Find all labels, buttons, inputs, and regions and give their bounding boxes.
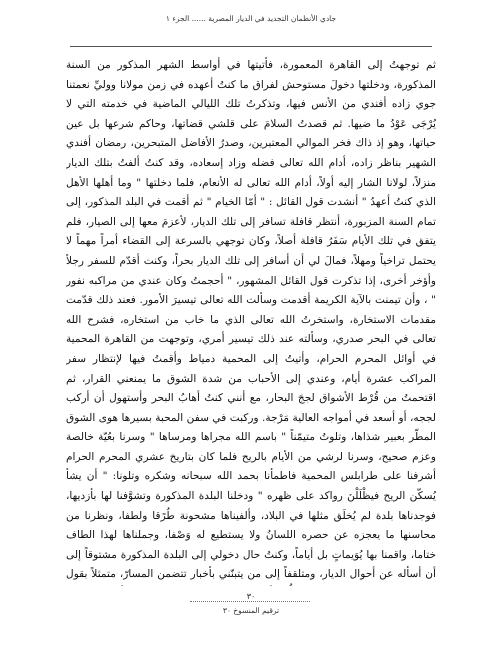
running-header: جادي الأنظمان التجديد في الديار المصرية ...... الجزء ١ (165, 14, 337, 23)
body-paragraph: ثم توجهتُ إلى القاهرة المعمورة، فأتيتها في أواسط الشهر المذكور من السنة المذكورة، ودخلتها دخولَ مستوحش لفراق ما كنتُ أعهده في زمن مولانا ووليِّ نعمتنا جوي زاده أفندي من الأنس فيها، وتذكرتُ تلك الليالي الماضية في خدمته التي لا يُرْجَى عَوْدُ ما ضيها. ثم قصدتُ السلامَ على قلشي قضاتها، وحاكم شرعها بل عين حياتها، وهو إذ ذاك فخر الموالي المعتبرين، وصدرُ الأفاضل المتبحرين، رمضان أفندي الشهير بناظر زاده، أدام الله تعالى فضله وزاد إسعاده، وقد كنتُ ألفتُ بتلك الديار منزلاً، لولانا الشار إليه أولاً، أدام الله تعالى له الأنعام، فلما دخلتها " وما أهلها الأهل الذي كنتُ أعهدُ " أنشدت قول القائل : " أمّا الخيام " ثم أقمت في البلد المذكور، إلى تمام السنة المزبورة، أنتظر قافلة تسافر إلى تلك الديار، لأعزمَ معها إلى الصيار، فلم يتفق في تلك الأيام سَفَرُ قافلة أصلاً، وكان توجهي بالسرعة إلى القضاء أمراً مهماً لا يحتمل تراخياً ومهلاً، فمالَ لي أن أسافر إلى تلك الديار بحراً، وكنت أقدّم للسفر رجلاً وأؤخر أخرى، إذا تذكرت قول القائل المشهور، " أحجمتُ وكان عندي من مراكبه نفور " ، وأن تيمنت بالآية الكريمة أقدمت وسألت الله تعالى تيسيرَ الأمور. فعند ذلك قدّمت مقدمات الاستخارة، واستخرتُ الله تعالى الذي ما خاب من استخاره، فشرح الله تعالى في البحر صدري، وسألته عند ذلك تيسير أمري، وتوجهت من القاهرة المحمية في أوائل المحرم الحرام، وأتيتُ إلى المحمية دمياط وأقمتُ فيها لإنتظار سفر المراكب عشرة أيام، وعندي إلى الأحباب من شدة الشوق ما يمنعني القرار، ثم اقتحمتُ من قُرْط الأشواق لججَ البحار، مع أنني كنتُ أهابُ البحر وأستهول أن أركب لججه، أو أسعد في أمواجه العالية مَرْجة. وركبت في سفن المحبة بسيرها هوى الشوق المطّر بعبير شذاها، وتلوتُ متيمّناً " باسم الله مجراها ومرساها " وسرنا بعُيّة خالصة وعزم صحيح، وسرنا لرشي من الأيام بالريح فلما كان بتاريخ عشري المحرم الحرام أشرفنا على طرابلس المحمية فاطمأنا بحمد الله سبحانه وشكره وتلونا: " أن يشأ يُسكّن الريح فيظْلَلْنَ رواكد على ظهره " ودخلنا البلدة المذكورة وتشوَّفنا لها بأزديها، فوجدناها بلدة لم يُخلَق مثلها في البلاد، وألفيناها مشحونة طُرًقا ولطفا، ونظرنا من محاسنها ما يعجزه عن حصره اللسانُ ولا يستطيع له وَصْفا، وجملناها لهذا الطاف ختاما، واقمنا بها يُوَيماتٍ بل أياماً، وكنتُ حال دخولي إلى البلدة المذكورة مشتوقاً إلى أن أسأله عن أحوال الديار، ومتلقفاً إلى من يتبنّني بأخبار تتضمن المسارّ، متمثلاً بقول (66, 59, 436, 581)
page-number: ٣٠ (246, 592, 256, 601)
header-rule (70, 46, 432, 47)
footer-text: ترقيم المنسوخ ٣٠ (222, 606, 280, 615)
footer-rule (190, 601, 310, 602)
body-text-block (66, 56, 436, 586)
